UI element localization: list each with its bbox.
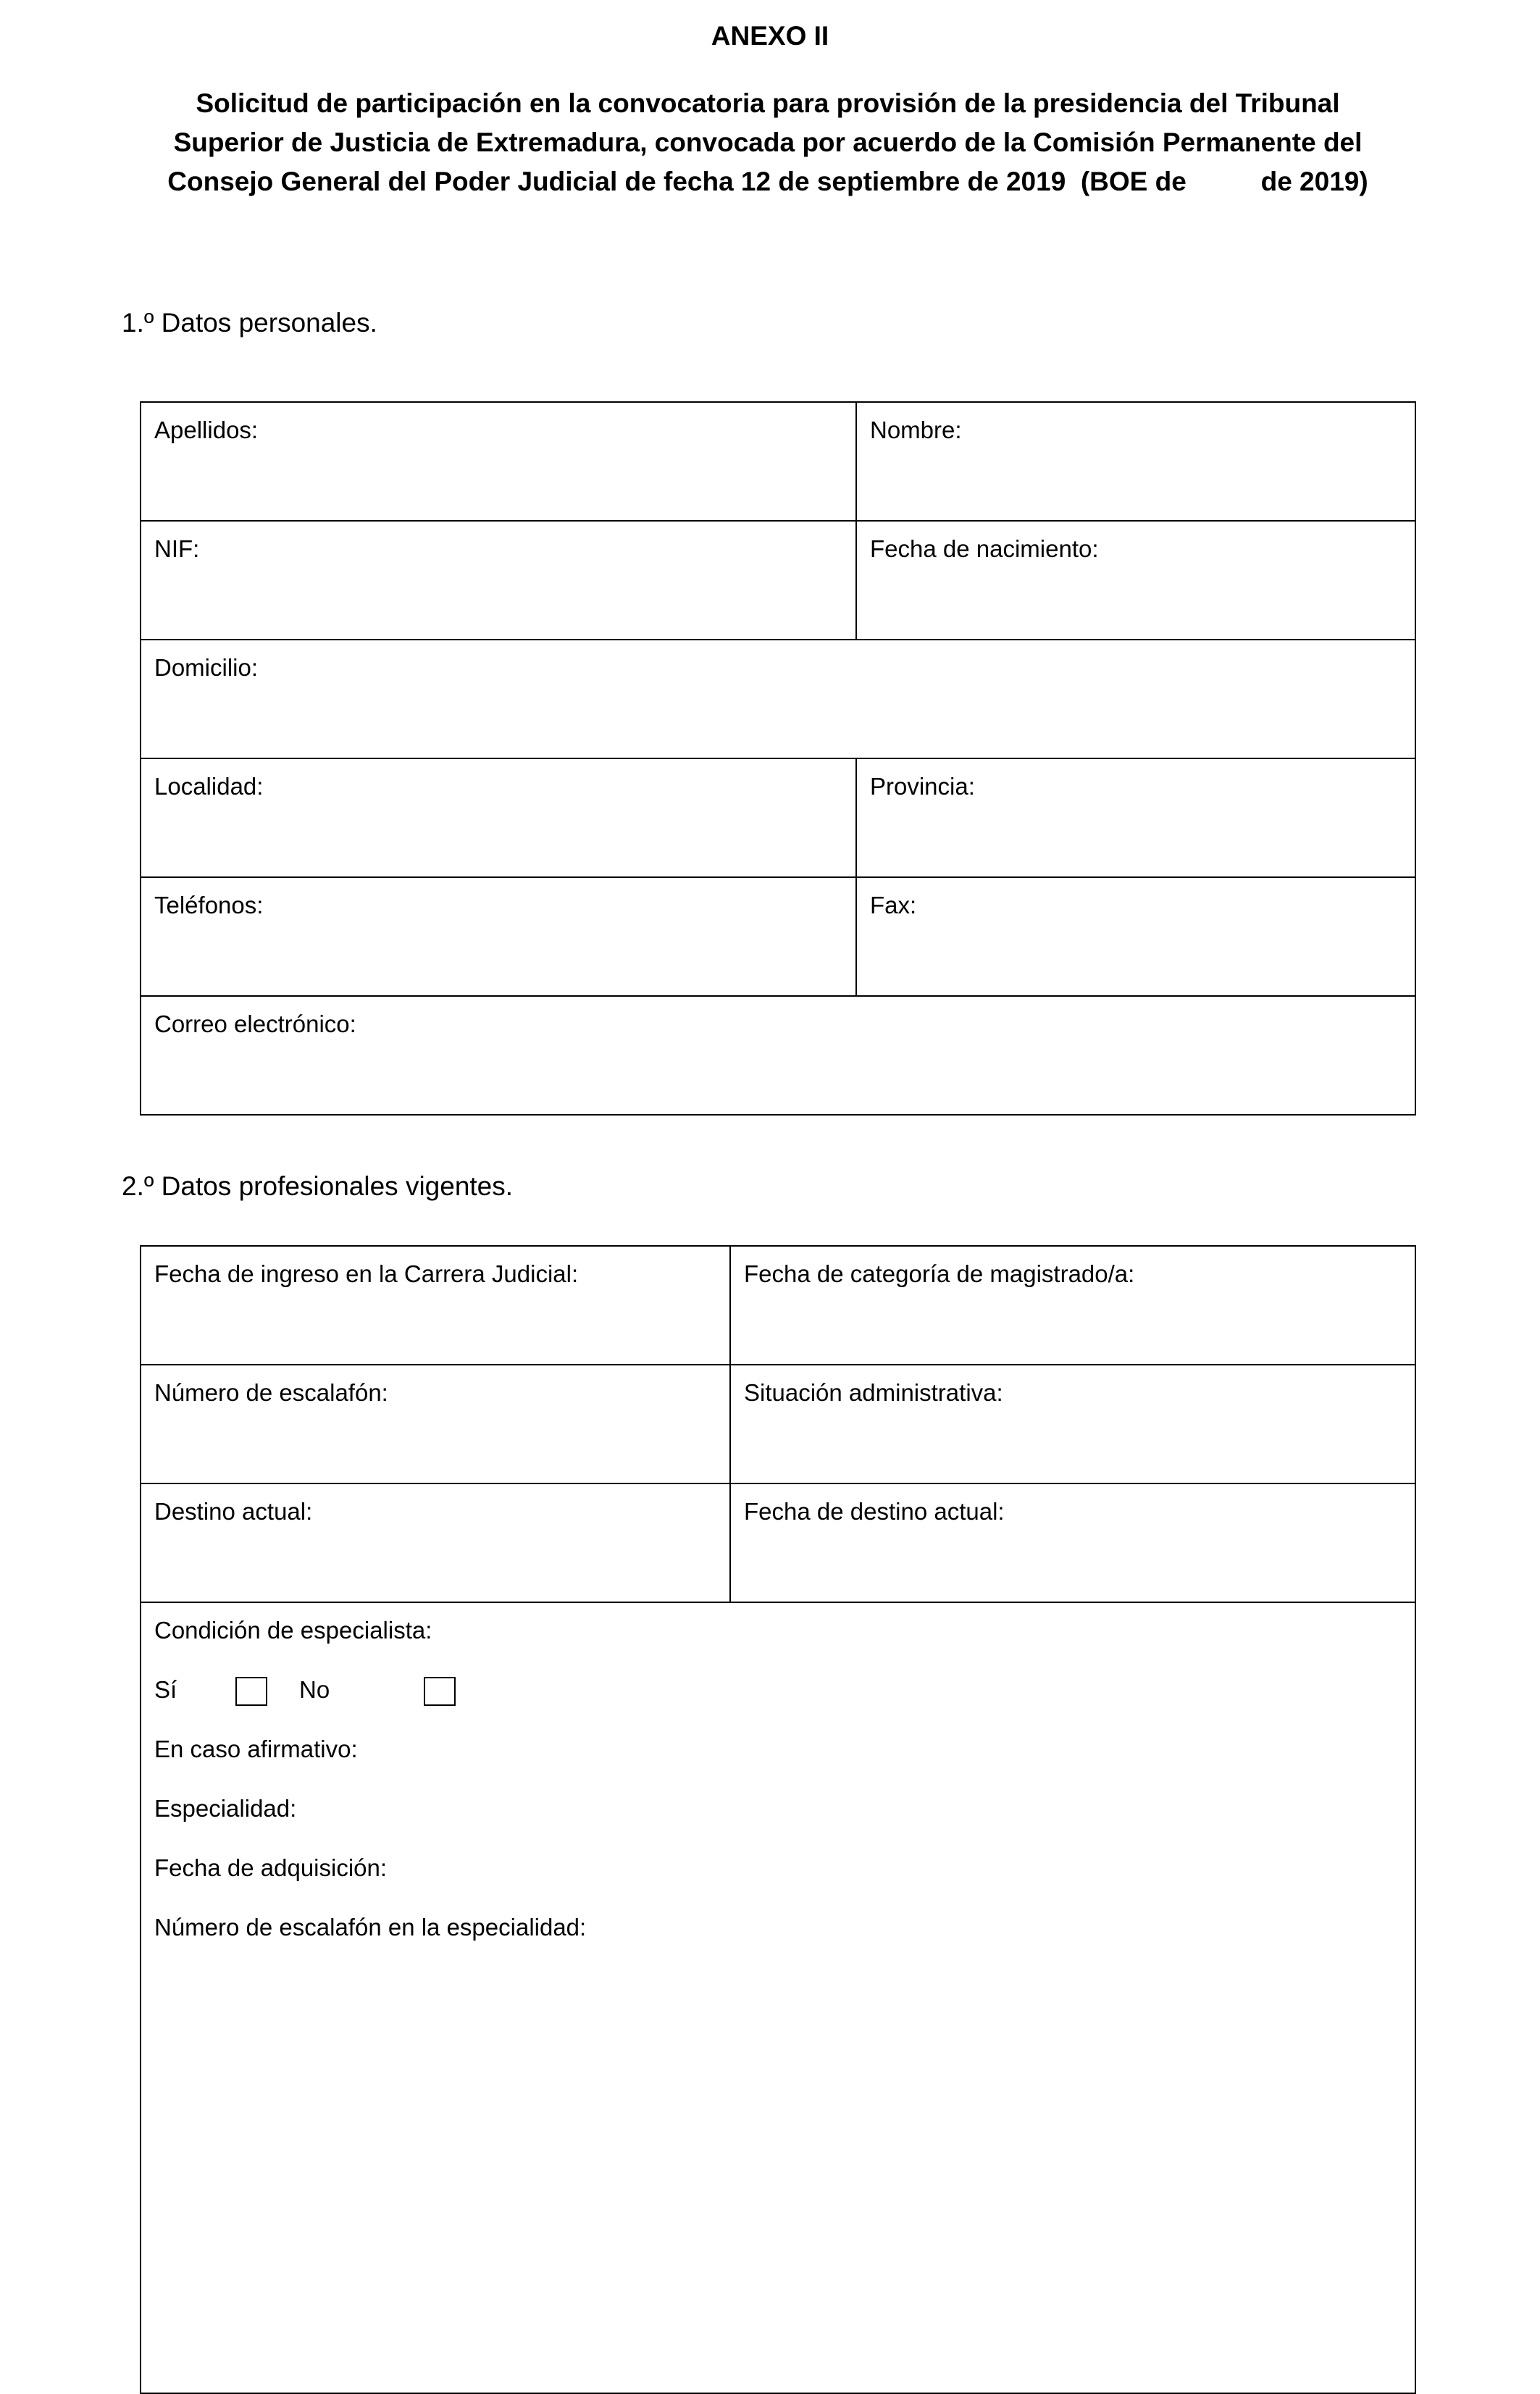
- current-post-date-field[interactable]: [730, 1483, 1415, 1602]
- section-personal-data-title: 1.º Datos personales.: [122, 308, 377, 338]
- document-heading: [87, 84, 1449, 201]
- field-label: Domicilio:: [154, 654, 259, 681]
- no-checkbox[interactable]: [424, 1677, 456, 1706]
- specialist-choice-row: [154, 1675, 1402, 1735]
- provincia-field[interactable]: [856, 758, 1415, 877]
- email-field[interactable]: [141, 996, 1415, 1115]
- si-checkbox[interactable]: [235, 1677, 267, 1706]
- telefonos-field[interactable]: [141, 877, 856, 996]
- field-label: Teléfonos:: [154, 892, 264, 918]
- field-label: Nombre:: [870, 417, 962, 443]
- si-option-label: Sí: [154, 1676, 177, 1703]
- field-label: Situación administrativa:: [744, 1379, 1003, 1406]
- section-professional-data-title: 2.º Datos profesionales vigentes.: [122, 1171, 514, 1201]
- field-label: Localidad:: [154, 773, 264, 800]
- field-label: Fecha de ingreso en la Carrera Judicial:: [154, 1260, 579, 1287]
- escalafon-number-field[interactable]: [141, 1365, 730, 1483]
- field-label: Provincia:: [870, 773, 975, 800]
- specialty-escalafon-field[interactable]: Número de escalafón en la especialidad:: [154, 1914, 587, 1941]
- specialist-condition-label: Condición de especialista:: [154, 1617, 432, 1644]
- birth-date-field[interactable]: [856, 521, 1415, 640]
- no-option-label: No: [299, 1676, 330, 1703]
- heading-line: Consejo General del Poder Judicial de fecha 12 de septiembre de 2019 (BOE de de 2019): [167, 167, 1368, 196]
- field-label: Apellidos:: [154, 417, 259, 443]
- localidad-field[interactable]: [141, 758, 856, 877]
- administrative-status-field[interactable]: [730, 1365, 1415, 1483]
- entry-date-field[interactable]: [141, 1246, 730, 1365]
- field-label: Fecha de nacimiento:: [870, 535, 1099, 562]
- category-date-field[interactable]: [730, 1246, 1415, 1365]
- field-label: Fecha de categoría de magistrado/a:: [744, 1260, 1135, 1287]
- heading-line: Superior de Justicia de Extremadura, convocada por acuerdo de la Comisión Permanente del: [173, 127, 1363, 157]
- field-label: NIF:: [154, 535, 200, 562]
- field-label: Número de escalafón:: [154, 1379, 388, 1406]
- field-label: Fax:: [870, 892, 917, 918]
- fax-field[interactable]: [856, 877, 1415, 996]
- heading-line: Solicitud de participación en la convocatoria para provisión de la presidencia del Tribunal: [196, 88, 1340, 118]
- field-label: Destino actual:: [154, 1498, 313, 1525]
- acquisition-date-field[interactable]: Fecha de adquisición:: [154, 1854, 388, 1881]
- specialty-field[interactable]: Especialidad:: [154, 1795, 297, 1822]
- field-label: Fecha de destino actual:: [744, 1498, 1005, 1525]
- affirmative-case-label: En caso afirmativo:: [154, 1736, 358, 1762]
- domicilio-field[interactable]: [141, 640, 1415, 758]
- annex-title: ANEXO II: [711, 21, 829, 51]
- personal-data-table: [140, 401, 1416, 1116]
- nif-field[interactable]: [141, 521, 856, 640]
- professional-data-table: [140, 1245, 1416, 2394]
- apellidos-field[interactable]: [141, 402, 856, 521]
- nombre-field[interactable]: [856, 402, 1415, 521]
- specialist-condition-section: [141, 1602, 1415, 2393]
- field-label: Correo electrónico:: [154, 1010, 356, 1037]
- current-post-field[interactable]: [141, 1483, 730, 1602]
